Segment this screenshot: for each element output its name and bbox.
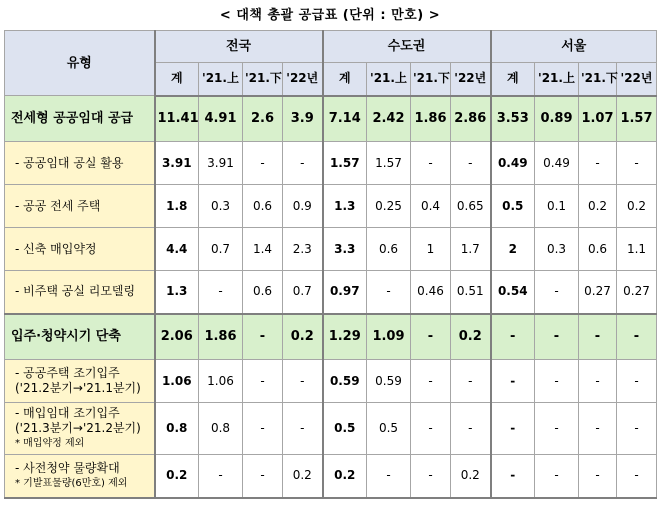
subcol-header: '22년 xyxy=(617,63,657,96)
table-row xyxy=(5,228,657,271)
table-cell: 0.2 xyxy=(451,314,491,360)
table-cell: 0.8 xyxy=(199,403,243,455)
table-cell: - xyxy=(243,314,283,360)
row-label-line: ('21.3분기→'21.2분기) xyxy=(15,421,141,435)
subcol-header: 계 xyxy=(491,63,535,96)
row-label-line: - 공공임대 공실 활용 xyxy=(15,155,124,170)
region-header: 전국 xyxy=(155,31,323,63)
table-cell: 2.86 xyxy=(451,96,491,142)
table-cell: 2 xyxy=(491,228,535,271)
table-cell: 1.4 xyxy=(243,228,283,271)
table-cell: 1.06 xyxy=(199,360,243,403)
subcol-header: '22년 xyxy=(451,63,491,96)
table-cell: 3.91 xyxy=(155,142,199,185)
table-cell: 0.54 xyxy=(491,271,535,314)
subcol-header: '21.上 xyxy=(367,63,411,96)
table-cell: 4.4 xyxy=(155,228,199,271)
table-cell: 0.8 xyxy=(155,403,199,455)
table-cell: 0.2 xyxy=(323,455,367,498)
row-label-line: - 신축 매입약정 xyxy=(15,241,97,256)
table-row-major xyxy=(5,314,657,360)
region-header: 수도권 xyxy=(323,31,491,63)
table-cell: 0.6 xyxy=(579,228,617,271)
row-label xyxy=(5,185,155,228)
table-row-major xyxy=(5,96,657,142)
table-cell: - xyxy=(617,403,657,455)
subcol-header: '21.下 xyxy=(579,63,617,96)
table-cell: - xyxy=(579,142,617,185)
table-cell: 1.8 xyxy=(155,185,199,228)
row-label-line: - 사전청약 물량확대 xyxy=(15,460,120,475)
table-cell: - xyxy=(579,403,617,455)
table-cell: - xyxy=(451,142,491,185)
table-cell: 1.57 xyxy=(617,96,657,142)
table-cell: 0.5 xyxy=(367,403,411,455)
table-cell: 0.65 xyxy=(451,185,491,228)
table-cell: 1.09 xyxy=(367,314,411,360)
row-label-line: - 비주택 공실 리모델링 xyxy=(15,284,136,299)
table-cell: 1.57 xyxy=(367,142,411,185)
table-cell: 0.2 xyxy=(451,455,491,498)
row-label xyxy=(5,96,155,142)
region-header: 서울 xyxy=(491,31,657,63)
table-cell: 3.3 xyxy=(323,228,367,271)
row-note: * 매입약정 제외 xyxy=(15,438,85,449)
table-cell: - xyxy=(367,455,411,498)
table-cell: 0.49 xyxy=(491,142,535,185)
table-cell: - xyxy=(199,271,243,314)
table-cell: 0.6 xyxy=(243,185,283,228)
table-cell: 0.49 xyxy=(535,142,579,185)
table-cell: 2.42 xyxy=(367,96,411,142)
table-cell: 2.3 xyxy=(283,228,323,271)
table-cell: 0.3 xyxy=(535,228,579,271)
table-cell: 0.2 xyxy=(283,455,323,498)
table-cell: 0.97 xyxy=(323,271,367,314)
table-cell: - xyxy=(451,360,491,403)
table-cell: 0.2 xyxy=(155,455,199,498)
row-note: * 기발표물량(6만호) 제외 xyxy=(15,477,128,489)
row-label-line: ('21.2분기→'21.1분기) xyxy=(15,381,141,395)
type-header: 유형 xyxy=(5,31,155,96)
table-cell: - xyxy=(535,314,579,360)
table-cell: 1.29 xyxy=(323,314,367,360)
table-cell: 2.06 xyxy=(155,314,199,360)
table-title: < 대책 총괄 공급표 (단위 : 만호) > xyxy=(219,8,441,23)
table-cell: 0.5 xyxy=(323,403,367,455)
table-cell: - xyxy=(367,271,411,314)
row-label-line: 입주·청약시기 단축 xyxy=(11,329,121,345)
row-label xyxy=(5,360,155,403)
row-label xyxy=(5,314,155,360)
table-cell: - xyxy=(411,142,451,185)
row-label xyxy=(5,142,155,185)
table-cell: 3.53 xyxy=(491,96,535,142)
table-cell: - xyxy=(283,360,323,403)
table-cell: - xyxy=(411,360,451,403)
table-cell: - xyxy=(243,360,283,403)
table-cell: 1.86 xyxy=(199,314,243,360)
table-cell: - xyxy=(535,455,579,498)
table-cell: - xyxy=(283,403,323,455)
table-cell: 0.2 xyxy=(579,185,617,228)
table-cell: 3.9 xyxy=(283,96,323,142)
table-cell: - xyxy=(535,271,579,314)
table-cell: 0.2 xyxy=(617,185,657,228)
table-cell: 1 xyxy=(411,228,451,271)
table-cell: 11.41 xyxy=(155,96,199,142)
table-cell: - xyxy=(411,314,451,360)
subcol-header: '21.下 xyxy=(243,63,283,96)
table-cell: 1.3 xyxy=(323,185,367,228)
table-cell: 0.51 xyxy=(451,271,491,314)
table-cell: 0.4 xyxy=(411,185,451,228)
table-cell: - xyxy=(617,360,657,403)
row-label xyxy=(5,228,155,271)
table-cell: 0.2 xyxy=(283,314,323,360)
table-cell: 0.6 xyxy=(243,271,283,314)
subcol-header: 계 xyxy=(155,63,199,96)
table-cell: 1.1 xyxy=(617,228,657,271)
table-row xyxy=(5,455,657,498)
table-cell: - xyxy=(617,142,657,185)
table-cell: 1.3 xyxy=(155,271,199,314)
table-cell: - xyxy=(535,403,579,455)
table-cell: - xyxy=(199,455,243,498)
table-cell: - xyxy=(283,142,323,185)
table-cell: 0.59 xyxy=(367,360,411,403)
table-row xyxy=(5,360,657,403)
table-cell: 0.25 xyxy=(367,185,411,228)
table-row xyxy=(5,271,657,314)
table-cell: 1.7 xyxy=(451,228,491,271)
table-cell: - xyxy=(491,314,535,360)
table-cell: 1.57 xyxy=(323,142,367,185)
row-label-line: - 공공주택 조기입주 xyxy=(15,366,120,380)
table-cell: - xyxy=(451,403,491,455)
table-body xyxy=(5,96,657,498)
table-cell: - xyxy=(243,455,283,498)
table-cell: 0.9 xyxy=(283,185,323,228)
table-cell: 0.3 xyxy=(199,185,243,228)
table-cell: 2.6 xyxy=(243,96,283,142)
row-label xyxy=(5,455,155,498)
table-cell: - xyxy=(579,314,617,360)
subcol-header: '21.下 xyxy=(411,63,451,96)
table-cell: 1.06 xyxy=(155,360,199,403)
subcol-header: '21.上 xyxy=(199,63,243,96)
row-label-line: - 공공 전세 주택 xyxy=(15,198,101,213)
table-row xyxy=(5,185,657,228)
table-cell: 0.7 xyxy=(283,271,323,314)
table-cell: - xyxy=(579,455,617,498)
table-row xyxy=(5,403,657,455)
table-cell: 0.46 xyxy=(411,271,451,314)
table-cell: 1.07 xyxy=(579,96,617,142)
row-label xyxy=(5,271,155,314)
table-cell: - xyxy=(243,142,283,185)
table-cell: 0.6 xyxy=(367,228,411,271)
table-cell: 4.91 xyxy=(199,96,243,142)
subcol-header: '22년 xyxy=(283,63,323,96)
table-cell: - xyxy=(491,455,535,498)
supply-table xyxy=(4,30,657,499)
table-cell: 0.1 xyxy=(535,185,579,228)
table-cell: 3.91 xyxy=(199,142,243,185)
table-cell: 0.27 xyxy=(579,271,617,314)
subcol-header: '21.上 xyxy=(535,63,579,96)
table-row xyxy=(5,142,657,185)
table-cell: 0.89 xyxy=(535,96,579,142)
table-cell: - xyxy=(617,314,657,360)
table-cell: - xyxy=(411,455,451,498)
table-cell: - xyxy=(243,403,283,455)
table-cell: - xyxy=(617,455,657,498)
table-cell: 0.5 xyxy=(491,185,535,228)
table-cell: 7.14 xyxy=(323,96,367,142)
table-cell: - xyxy=(535,360,579,403)
row-label xyxy=(5,403,155,455)
subcol-header: 계 xyxy=(323,63,367,96)
table-cell: 0.7 xyxy=(199,228,243,271)
table-cell: - xyxy=(491,403,535,455)
table-cell: 0.59 xyxy=(323,360,367,403)
table-cell: 0.27 xyxy=(617,271,657,314)
table-cell: - xyxy=(491,360,535,403)
row-label-line: 전세형 공공임대 공급 xyxy=(11,111,134,126)
table-cell: - xyxy=(579,360,617,403)
table-cell: 1.86 xyxy=(411,96,451,142)
row-label-line: - 매입임대 조기입주 xyxy=(15,406,120,420)
table-cell: - xyxy=(411,403,451,455)
